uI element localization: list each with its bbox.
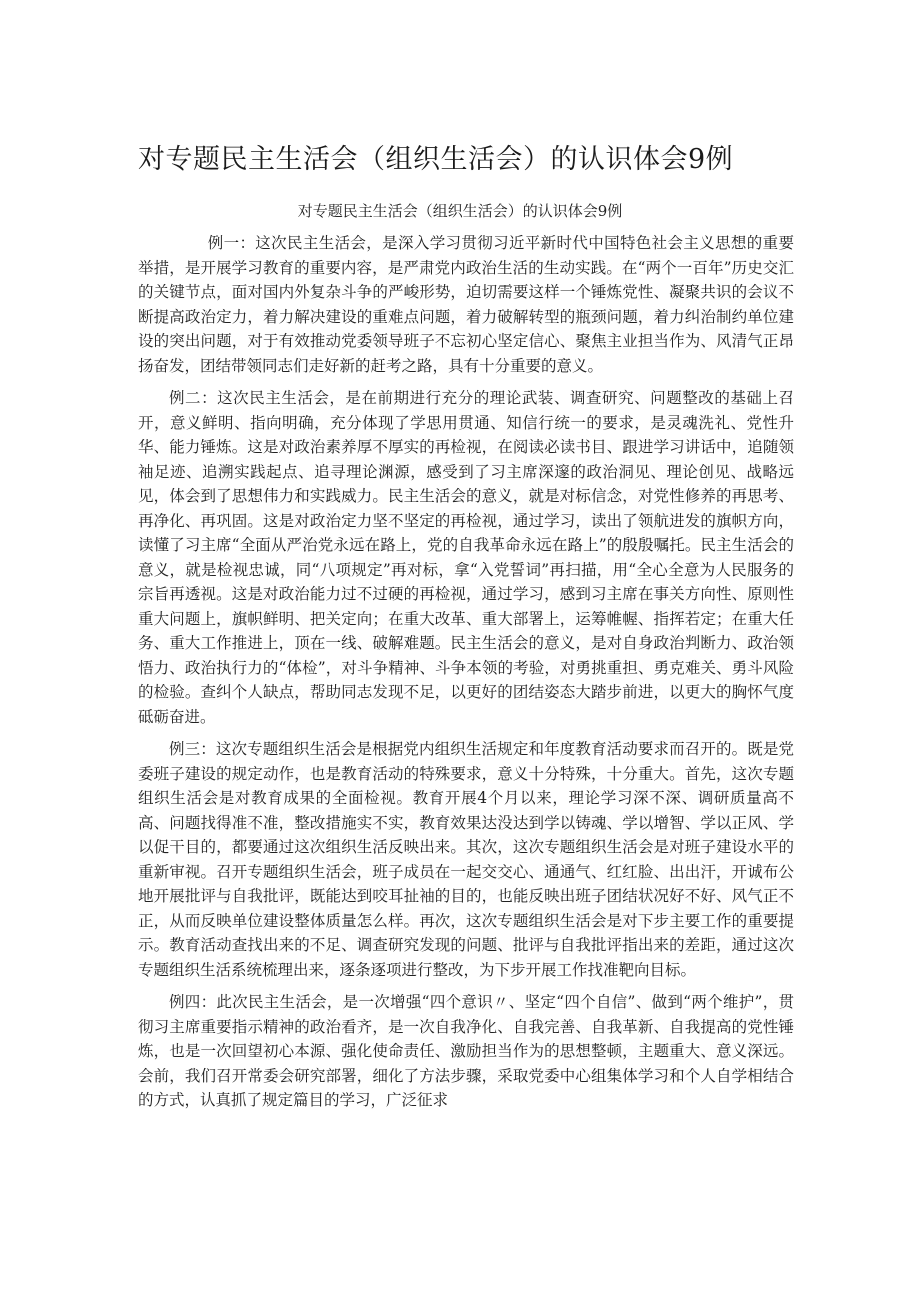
document-subtitle: 对专题民主生活会（组织生活会）的认识体会9例 [297, 202, 623, 220]
document-body [138, 231, 794, 1121]
paragraph-example-4: 例四：此次民主生活会，是一次增强“四个意识〃、坚定“四个自信”、做到“两个维护”，贯彻习主席重要指示精神的政治看齐，是一次自我净化、自我完善、自我革新、自我提高的党性锤炼，也是一次回望初心本源、强化使命责任、激励担当作为的思想整顿，主题重大、意义深远。会前，我们召开常委会研究部署，细化了方法步骤，采取党委中心组集体学习和个人自学相结合的方式，认真抓了规定篇目的学习，广泛征求 [138, 993, 794, 1109]
paragraph-example-1: 例一：这次民主生活会，是深入学习贯彻习近平新时代中国特色社会主义思想的重要举措，是开展学习教育的重要内容，是严肃党内政治生活的生动实践。在“两个一百年”历史交汇的关键节点，面对国内外复杂斗争的严峻形势，迫切需要这样一个锤炼党性、凝聚共识的会议不断提高政治定力，着力解决建设的重难点问题，着力破解转型的瓶颈问题，着力纠治制约单位建设的突出问题，对于有效推动党委领导班子不忘初心坚定信心、聚焦主业担当作为、风清气正昂扬奋发，团结带领同志们走好新的赶考之路，具有十分重要的意义。 [138, 234, 794, 375]
paragraph-example-3: 例三：这次专题组织生活会是根据党内组织生活规定和年度教育活动要求而召开的。既是党委班子建设的规定动作，也是教育活动的特殊要求，意义十分特殊，十分重大。首先，这次专题组织生活会是对教育成果的全面检视。教育开展4个月以来，理论学习深不深、调研质量高不高、问题找得准不准，整改措施实不实，教育效果达没达到学以铸魂、学以增智、学以正风、学以促干目的，都要通过这次组织生活反映出来。其次，这次专题组织生活会是对班子建设水平的重新审视。召开专题组织生活会，班子成员在一起交交心、通通气、红红脸、出出汗，开诚布公地开展批评与自我批评，既能达到咬耳扯袖的目的，也能反映出班子团结状况好不好、风气正不正，从而反映单位建设整体质量怎么样。再次，这次专题组织生活会是对下步主要工作的重要提示。教育活动查找出来的不足、调查研究发现的问题、批评与自我批评指出来的差距，通过这次专题组织生活系统梳理出来，逐条逐项进行整改，为下步开展工作找准靶向目标。 [138, 740, 794, 979]
paragraph-example-2: 例二：这次民主生活会，是在前期进行充分的理论武装、调查研究、问题整改的基础上召开，意义鲜明、指向明确，充分体现了学思用贯通、知信行统一的要求，是灵魂洗礼、党性升华、能力锤炼。这是对政治素养厚不厚实的再检视，在阅读必读书目、跟进学习讲话中，追随领袖足迹、追溯实践起点、追寻理论渊源，感受到了习主席深邃的政治洞见、理论创见、战略远见，体会到了思想伟力和实践威力。民主生活会的意义，就是对标信念，对党性修养的再思考、再净化、再巩固。这是对政治定力坚不坚定的再检视，通过学习，读出了领航进发的旗帜方向，读懂了习主席“全面从严治党永远在路上，党的自我革命永远在路上”的殷殷嘱托。民主生活会的意义，就是检视忠诚，同“八项规定”再对标，拿“入党誓词”再扫描，用“全心全意为人民服务的宗旨再透视。这是对政治能力过不过硬的再检视，通过学习，感到习主席在事关方向性、原则性重大问题上，旗帜鲜明、把关定向；在重大改革、重大部署上，运筹帷幄、指挥若定；在重大任务、重大工作推进上，顶在一线、破解难题。民主生活会的意义，是对自身政治判断力、政治领悟力、政治执行力的“体检”，对斗争精神、斗争本领的考验，对勇挑重担、勇克难关、勇斗风险的检验。查纠个人缺点，帮助同志发现不足，以更好的团结姿态大踏步前进，以更大的胸怀气度砥砺奋进。 [138, 389, 794, 726]
document-title: 对专题民主生活会（组织生活会）的认识体会9例 [138, 144, 734, 175]
